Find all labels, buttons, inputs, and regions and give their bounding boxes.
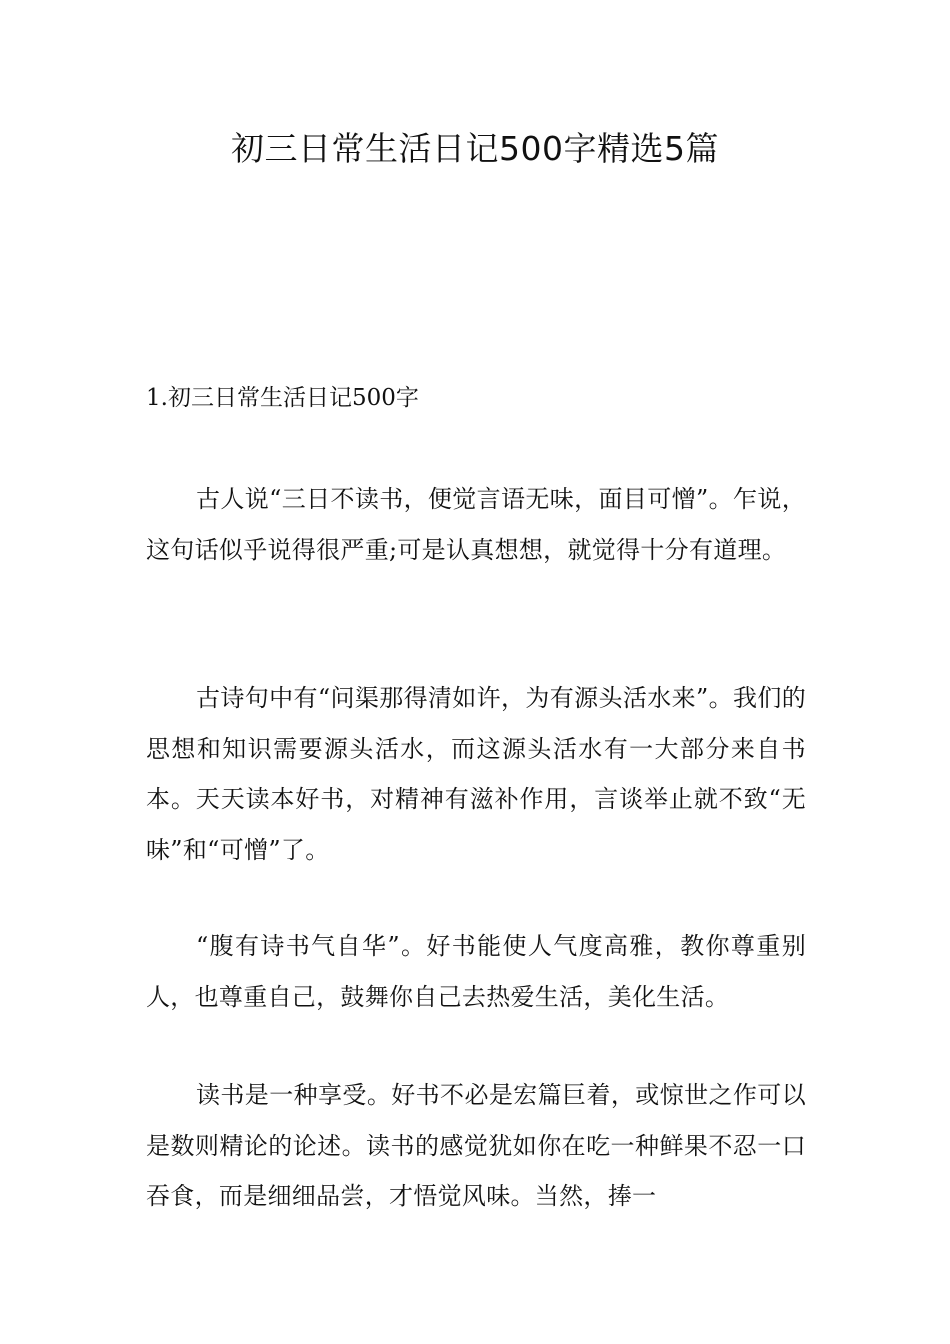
paragraph: 古人说“三日不读书，便觉言语无味，面目可憎”。乍说，这句话似乎说得很严重;可是认真想想，就觉得十分有道理。 — [146, 485, 806, 564]
paragraph: 读书是一种享受。好书不必是宏篇巨着，或惊世之作可以是数则精论的论述。读书的感觉犹如你在吃一种鲜果不忍一口吞食，而是细细品尝，才悟觉风味。当然，捧一 — [146, 1081, 806, 1210]
document-title: 初三日常生活日记500字精选5篇 — [231, 129, 719, 168]
paragraph: “腹有诗书气自华”。好书能使人气度高雅，教你尊重别人，也尊重自己，鼓舞你自己去热爱生活，美化生活。 — [146, 932, 806, 1011]
paragraph: 古诗句中有“问渠那得清如许，为有源头活水来”。我们的思想和知识需要源头活水，而这源头活水有一大部分来自书本。天天读本好书，对精神有滋补作用，言谈举止就不致“无味”和“可憎”了。 — [146, 684, 806, 864]
section-heading: 1.初三日常生活日记500字 — [146, 385, 419, 411]
